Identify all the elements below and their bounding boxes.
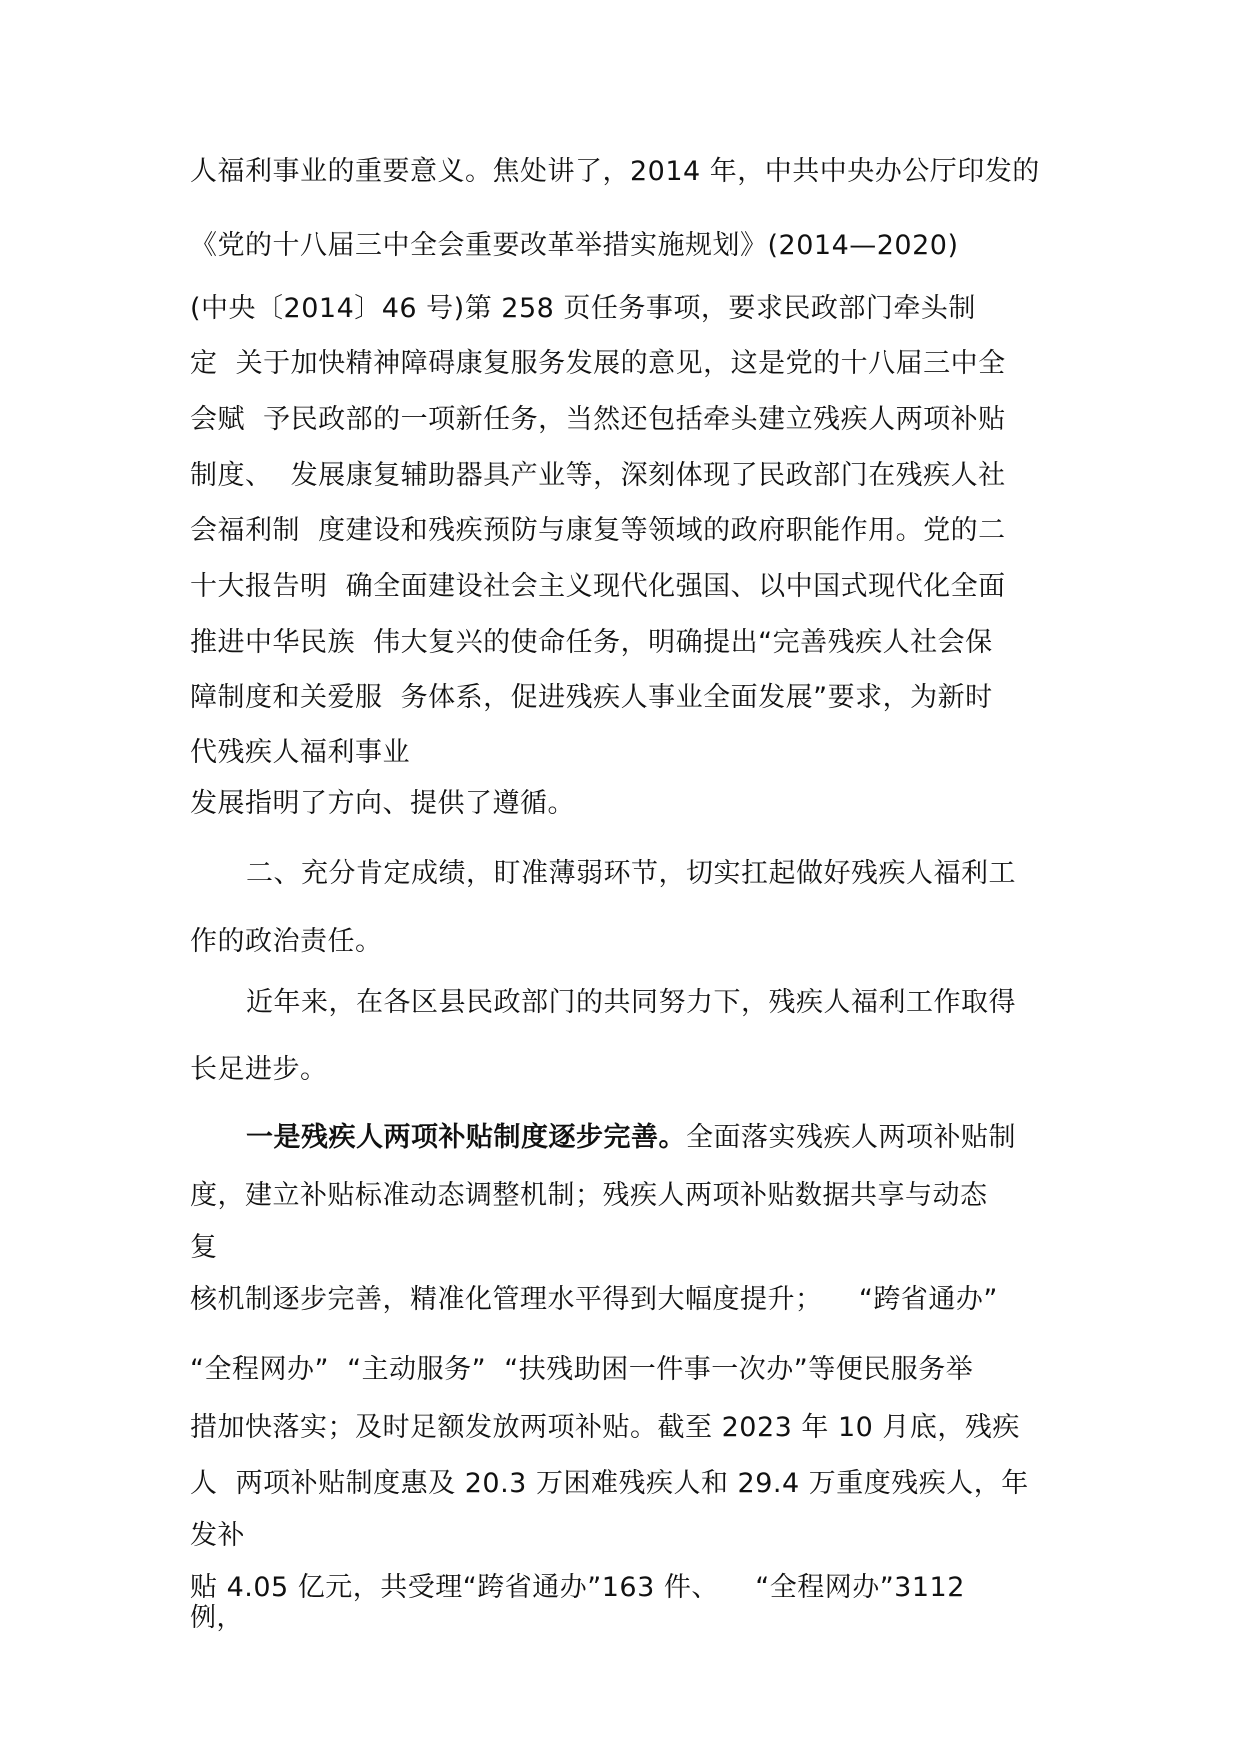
text-line: 核机制逐步完善，精准化管理水平得到大幅度提升； “跨省通办”	[190, 1284, 998, 1315]
text-line: 发补	[190, 1520, 245, 1551]
text-line: 人福利事业的重要意义。焦处讲了，2014 年，中共中央办公厅印发的	[190, 156, 1040, 187]
text-line: 十大报告明 确全面建设社会主义现代化强国、以中国式现代化全面	[190, 571, 1006, 602]
text-line: 会赋 予民政部的一项新任务，当然还包括牵头建立残疾人两项补贴	[190, 404, 1006, 435]
text-line: 贴 4.05 亿元，共受理“跨省通办”163 件、 “全程网办”3112	[190, 1572, 965, 1603]
text-line: 作的政治责任。	[190, 926, 383, 957]
text-line: 人 两项补贴制度惠及 20.3 万困难残疾人和 29.4 万重度残疾人，年	[190, 1468, 1029, 1499]
text-line: 措加快落实；及时足额发放两项补贴。截至 2023 年 10 月底，残疾	[190, 1412, 1020, 1443]
text-line: 度，建立补贴标准动态调整机制；残疾人两项补贴数据共享与动态	[190, 1180, 988, 1211]
section-heading: 二、充分肯定成绩，盯准薄弱环节，切实扛起做好残疾人福利工	[246, 858, 1016, 889]
text-line: 例，	[190, 1603, 244, 1633]
bold-lead-phrase: 一是残疾人两项补贴制度逐步完善。	[246, 1122, 686, 1153]
text-line: 制度、 发展康复辅助器具产业等，深刻体现了民政部门在残疾人社	[190, 460, 1006, 491]
text-line: 定 关于加快精神障碍康复服务发展的意见，这是党的十八届三中全	[190, 348, 1006, 379]
text-span: 全面落实残疾人两项补贴制	[686, 1122, 1016, 1153]
text-line: (中央〔2014〕46 号)第 258 页任务事项，要求民政部门牵头制	[190, 293, 976, 324]
text-line: 障制度和关爱服 务体系，促进残疾人事业全面发展”要求，为新时	[190, 682, 993, 713]
text-line: 长足进步。	[190, 1054, 328, 1085]
text-line: 复	[190, 1232, 218, 1263]
text-line: 《党的十八届三中全会重要改革举措实施规划》(2014—2020)	[190, 230, 959, 261]
text-line: 代残疾人福利事业	[190, 737, 410, 768]
text-line: 发展指明了方向、提供了遵循。	[190, 788, 575, 819]
text-line: 近年来，在各区县民政部门的共同努力下，残疾人福利工作取得	[246, 987, 1016, 1018]
text-line: 推进中华民族 伟大复兴的使命任务，明确提出“完善残疾人社会保	[190, 627, 993, 658]
text-line: 会福利制 度建设和残疾预防与康复等领域的政府职能作用。党的二	[190, 515, 1006, 546]
text-line: “全程网办” “主动服务” “扶残助困一件事一次办”等便民服务举	[190, 1354, 974, 1385]
paragraph-first-line	[246, 1122, 1016, 1154]
